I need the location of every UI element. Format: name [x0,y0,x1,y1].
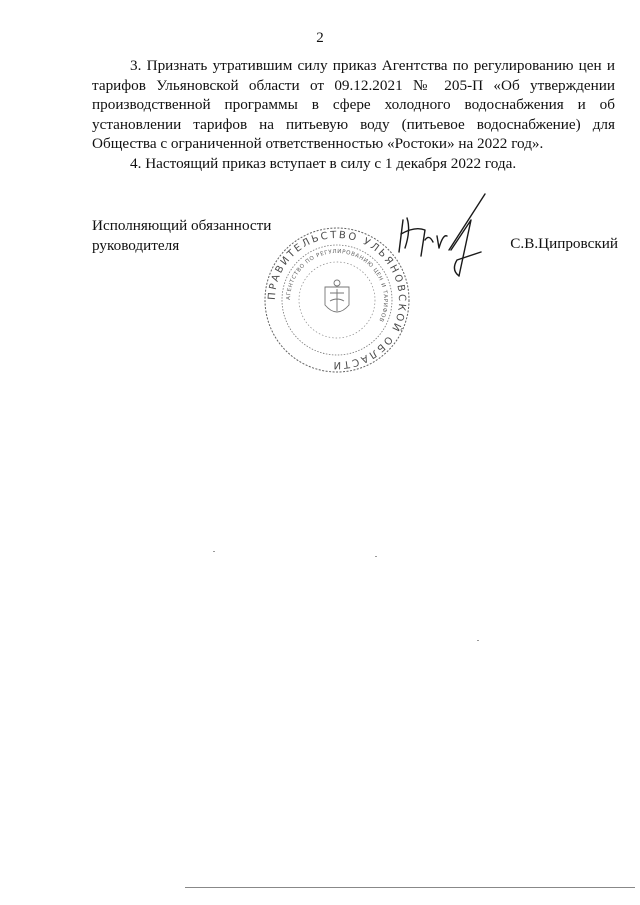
scan-speck [477,640,479,641]
seal-inner-text: АГЕНТСТВО ПО РЕГУЛИРОВАНИЮ ЦЕН И ТАРИФОВ [285,248,389,323]
paragraph-4: 4. Настоящий приказ вступает в силу с 1 декабря 2022 года. [130,154,517,172]
document-body [92,56,615,174]
signer-position-line1: Исполняющий обязанности [92,217,272,234]
page-number: 2 [316,30,324,46]
footer-rule [185,887,635,888]
signer-name: С.В.Ципровский [510,235,618,252]
paragraph-3: 3. Признать утратившим силу приказ Агентства по регулированию цен и тарифов Ульяновской области от 09.12.2021 № 205-П «Об утверждении производственной программы в сфере холодного водоснабжения и об установлении тарифов на питьевую воду (питьевое водоснабжение) для Общества с ограниченной ответственностью «Ростоки» на 2022 год». [92,57,615,153]
signer-position-line2: руководителя [92,236,180,254]
handwritten-signature [385,190,495,280]
scan-speck [213,551,215,552]
coat-of-arms-emblem [325,280,349,312]
seal-outer-text: ПРАВИТЕЛЬСТВО УЛЬЯНОВСКОЙ ОБЛАСТИ [266,229,408,371]
scan-speck [375,556,377,557]
